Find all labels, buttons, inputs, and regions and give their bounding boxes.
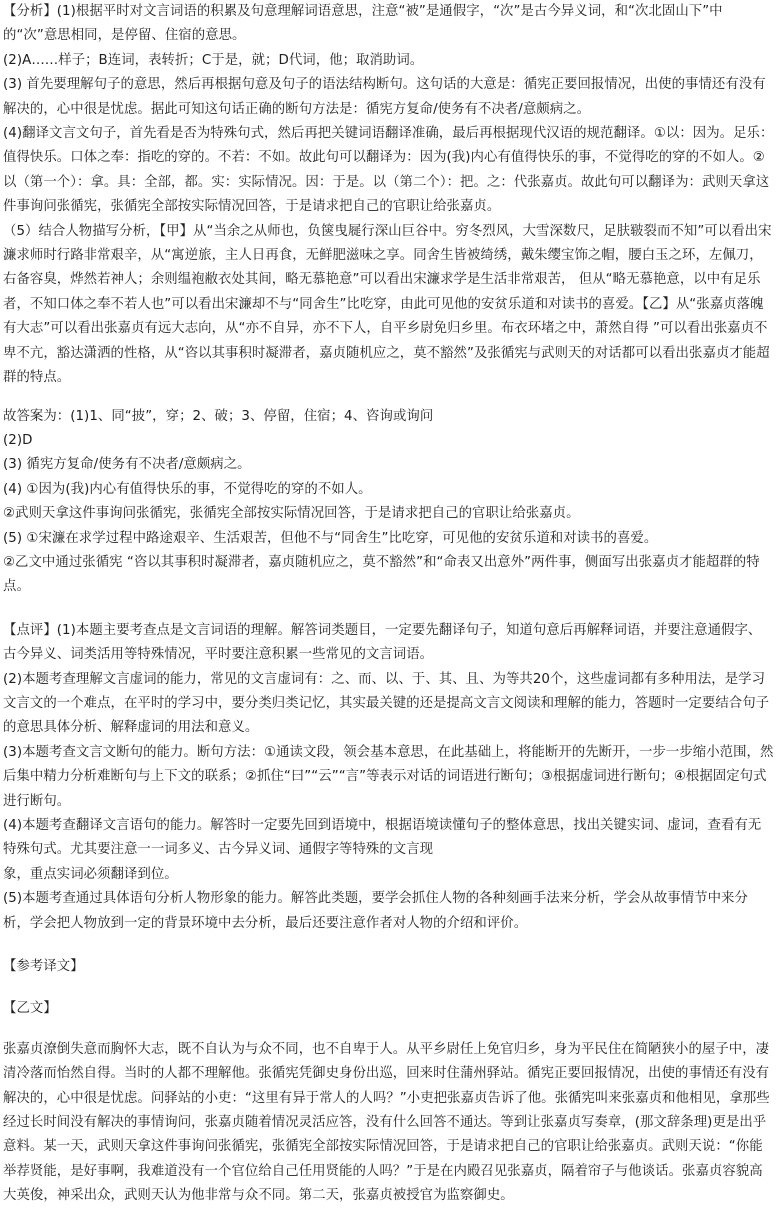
analysis-paragraph-3: (3) 首先要理解句子的意思，然后再根据句意及句子的语法结构断句。这句话的大意是：循宪正要回报情况，出使的事情还有没有解决的，心中很是忧虑。据此可知这句话正确的断句方法是：循宪方复命/使务有不决者/意颇病之。 (3, 77, 766, 117)
analysis-paragraph-1: 【分析】(1)根据平时对文言词语的积累及句意理解词语意思，注意“被”是通假字，“次”是古今异义词，和“次北固山下”中的“次”意思相同，是停留、住宿的意思。 (3, 4, 723, 44)
translation-paragraph: 张嘉贞潦倒失意而胸怀大志，既不自认为与众不同，也不自卑于人。从平乡尉任上免官归乡，身为平民住在简陋狭小的屋子中，凄清冷落而怡然自得。当时的人都不理解他。张循宪凭御史身份出巡，回来时住蒲州驿站。循宪正要回报情况，出使的事情还有没有解决的，心中很是忧虑。问驿站的小吏：“这里有异于常人的人吗？”小吏把张嘉贞告诉了他。张循宪叫来张嘉贞和他相见，拿那些经过长时间没有解决的事情询问，张嘉贞随着情况灵活应答，没有什么回答不通达。等到让张嘉贞写奏章，(那文辞条理)更是出乎意料。某一天，武则天拿这件事询问张循宪，张循宪全部按实际情况回答，于是请求把自己的官职让给张嘉贞。武则天说：“你能举荐贤能，是好事啊，我难道没有一个官位给自己任用贤能的人吗？”于是在内殿召见张嘉贞，隔着帘子与他谈话。张嘉贞容貌高大英俊，神采出众，武则天认为他非常与众不同。第二天，张嘉贞被授官为监察御史。 (3, 1041, 770, 1204)
answer-line-3: (3) 循宪方复命/使务有不决者/意颇病之。 (3, 457, 251, 473)
analysis-section (3, 0, 774, 391)
answer-section (3, 405, 774, 600)
review-paragraph-1: 【点评】(1)本题主要考查点是文言词语的理解。解答词类题目，一定要先翻译句子，知道句意后再解释词语，并要注意通假字、古今异义、词类活用等特殊情况，平时要注意积累一些常见的文言词语。 (3, 622, 762, 663)
answer-line-4: (4) ①因为(我)内心有值得快乐的事，不觉得吃的穿的不如人。 (3, 481, 372, 497)
answer-line-6: (5) ①宋濂在求学过程中路途艰辛、生活艰苦，但他不与“同舍生”比吃穿，可见他的安贫乐道和对读书的喜爱。 (3, 530, 658, 546)
answer-line-1: 故答案为：(1)1、同“披”，穿；2、破；3、停留，住宿；4、咨询或询问 (3, 408, 434, 424)
review-paragraph-4: (4)本题考查翻译文言语句的能力。解答时一定要先回到语境中，根据语境读懂句子的整体意思，找出关键实词、虚词，查看有无特殊句式。尤其要注意一一词多义、古今异义词、通假字等特殊的文言现 (3, 818, 762, 858)
analysis-paragraph-2: (2)A……样子；B连词，表转折；C于是，就；D代词，他；取消助词。 (3, 52, 424, 68)
analysis-paragraph-4: (4)翻译文言文句子，首先看是否为特殊句式，然后再把关键词语翻译准确，最后再根据现代汉语的规范翻译。①以：因为。足乐：值得快乐。口体之奉：指吃的穿的。不若：不如。故此句可以翻译为：因为(我)内心有值得快乐的事，不觉得吃的穿的不如人。②以（第一个）：拿。具：全部，都。实：实际情况。因：于是。以（第二个）：把。之：代张嘉贞。故此句可以翻译为：武则天拿这件事询问张循宪，张循宪全部按实际情况回答，于是请求把自己的官职让给张嘉贞。 (3, 126, 774, 215)
answer-line-5: ②武则天拿这件事询问张循宪，张循宪全部按实际情况回答，于是请求把自己的官职让给张嘉贞。 (3, 506, 580, 522)
review-section (3, 619, 774, 936)
review-paragraph-4-cont: 象，重点实词必须翻译到位。 (3, 866, 178, 882)
review-paragraph-3: (3)本题考查文言文断句的能力。断句方法：①通读文段，领会基本意思，在此基础上，将能断开的先断开，一步一步缩小范围，然后集中精力分析难断句与上下文的联系；②抓住“曰”“云”“言”等表示对话的词语进行断句；③根据虚词进行断句；④根据固定句式进行断句。 (3, 744, 774, 809)
review-paragraph-5: (5)本题考查通过具体语句分析人物形象的能力。解答此类题，要学会抓住人物的各种刻画手法来分析，学会从故事情节中来分析，学会把人物放到一定的背景环境中去分析，最后还要注意作者对人物的介绍和评价。 (3, 891, 748, 931)
answer-line-2: (2)D (3, 432, 33, 448)
yiwen-heading: 【乙文】 (3, 1001, 57, 1017)
answer-line-7: ②乙文中通过张循宪 “咨以其事积时凝滞者，嘉贞随机应之，莫不豁然”和“命表又出意外”两件事，侧面写出张嘉贞才能超群的特点。 (3, 554, 760, 595)
reference-translation-heading: 【参考译文】 (3, 959, 84, 975)
analysis-paragraph-5: （5）结合人物描写分析，【甲】从“当余之从师也，负箧曳屣行深山巨谷中。穷冬烈风，大雪深数尺，足肤皲裂而不知”可以看出宋濂求师时行路非常艰辛，从“寓逆旅，主人日再食，无鲜肥滋味之享。同舍生皆被绮绣，戴朱缨宝饰之帽，腰白玉之环，左佩刀，右备容臭，烨然若神人；余则缊袍敝衣处其间，略无慕艳意”可以看出宋濂求学是生活非常艰苦， 但从“略无慕艳意，以中有足乐者，不知口体之奉不若人也”可以看出宋濂却不与“同舍生”比吃穿，由此可见他的安贫乐道和对读书的喜爱。【乙】从“张嘉贞落魄有大志”可以看出张嘉贞有远大志向，从“亦不自异，亦不下人，自平乡尉免归乡里。布衣环堵之中，萧然自得 ”可以看出张嘉贞不卑不亢，豁达潇洒的性格，从“咨以其事积时凝滞者，嘉贞随机应之，莫不豁然”及张循宪与武则天的对话都可以看出张嘉贞才能超群的特点。 (3, 223, 772, 386)
review-paragraph-2: (2)本题考查理解文言虚词的能力，常见的文言虚词有：之、而、以、于、其、且、为等共20个，这些虚词都有多种用法，是学习文言文的一个难点，在平时的学习中，要分类归类记忆，其实最关键的还是提高文言文阅读和理解的能力，答题时一定要结合句子的意思具体分析、解释虚词的用法和意义。 (3, 671, 770, 736)
